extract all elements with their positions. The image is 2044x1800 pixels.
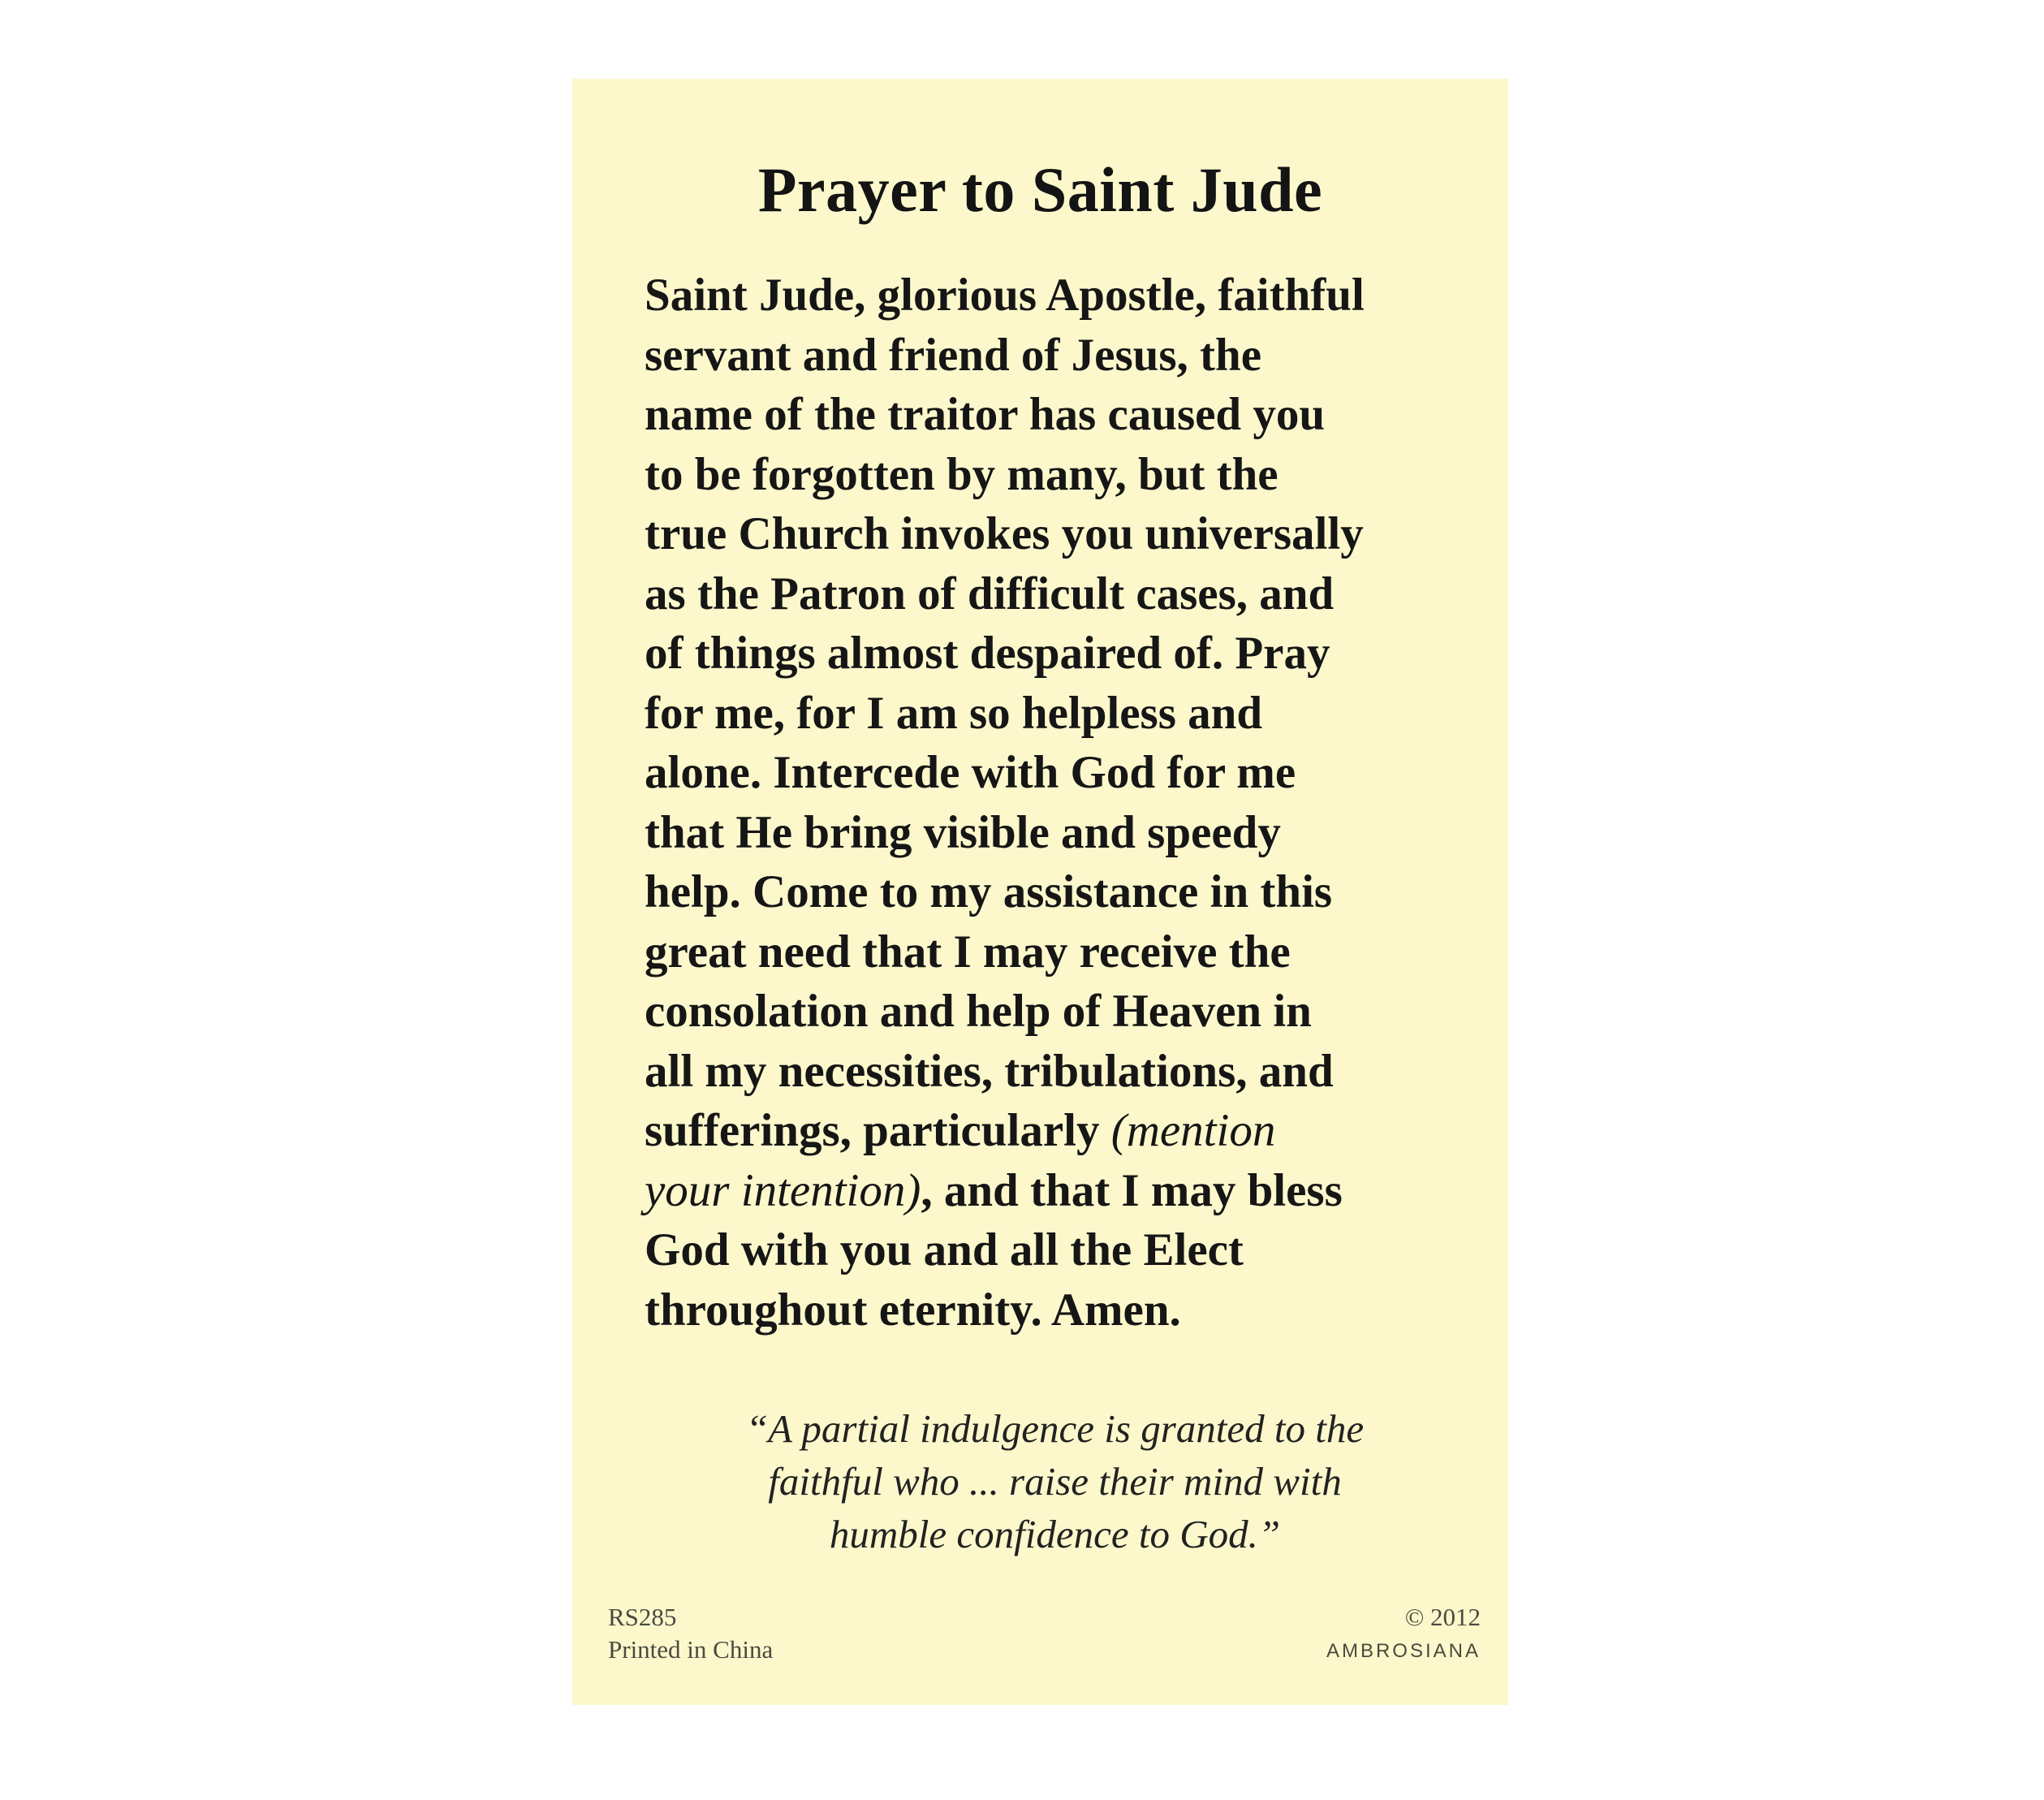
prayer-line [645, 1161, 1481, 1221]
prayer-line: throughout eternity. Amen. [645, 1284, 1181, 1336]
footer-right [1326, 1601, 1481, 1668]
quote-line: faithful who ... raise their mind with [768, 1459, 1342, 1504]
intention-instruction: (mention [1110, 1105, 1276, 1156]
intention-instruction: your intention) [645, 1164, 921, 1216]
prayer-card [572, 79, 1508, 1705]
quote-line: humble confidence to God.” [829, 1512, 1281, 1556]
prayer-line: servant and friend of Jesus, the [645, 329, 1262, 381]
prayer-line: God with you and all the Elect [645, 1224, 1244, 1276]
prayer-line: Saint Jude, glorious Apostle, faithful [645, 270, 1365, 321]
prayer-line: consolation and help of Heaven in [645, 986, 1312, 1037]
prayer-line: all my necessities, tribulations, and [645, 1045, 1334, 1097]
prayer-line-text: , and that I may bless [921, 1164, 1343, 1216]
prayer-line: great need that I may receive the [645, 926, 1291, 978]
prayer-line: of things almost despaired of. Pray [645, 628, 1330, 679]
prayer-line: true Church invokes you universally [645, 508, 1364, 559]
prayer-line: as the Patron of difficult cases, and [645, 568, 1335, 619]
product-code: RS285 [608, 1603, 677, 1631]
prayer-line: that He bring visible and speedy [645, 806, 1281, 858]
prayer-line-text: sufferings, particularly [645, 1105, 1111, 1156]
prayer-text [645, 265, 1481, 1340]
prayer-line: help. Come to my assistance in this [645, 866, 1333, 917]
prayer-line: alone. Intercede with God for me [645, 747, 1296, 798]
copyright: © 2012 [1404, 1603, 1481, 1631]
publisher-name: AMBROSIANA [1326, 1640, 1481, 1662]
prayer-line [645, 1101, 1481, 1161]
quote-line: “A partial indulgence is granted to the [745, 1406, 1365, 1451]
printed-in: Printed in China [608, 1635, 774, 1664]
prayer-line: name of the traitor has caused you [645, 389, 1326, 440]
card-title: Prayer to Saint Jude [757, 154, 1323, 225]
footer-left [608, 1601, 773, 1666]
prayer-line: to be forgotten by many, but the [645, 448, 1279, 500]
prayer-line: for me, for I am so helpless and [645, 687, 1263, 739]
indulgence-quote [572, 1402, 1508, 1560]
